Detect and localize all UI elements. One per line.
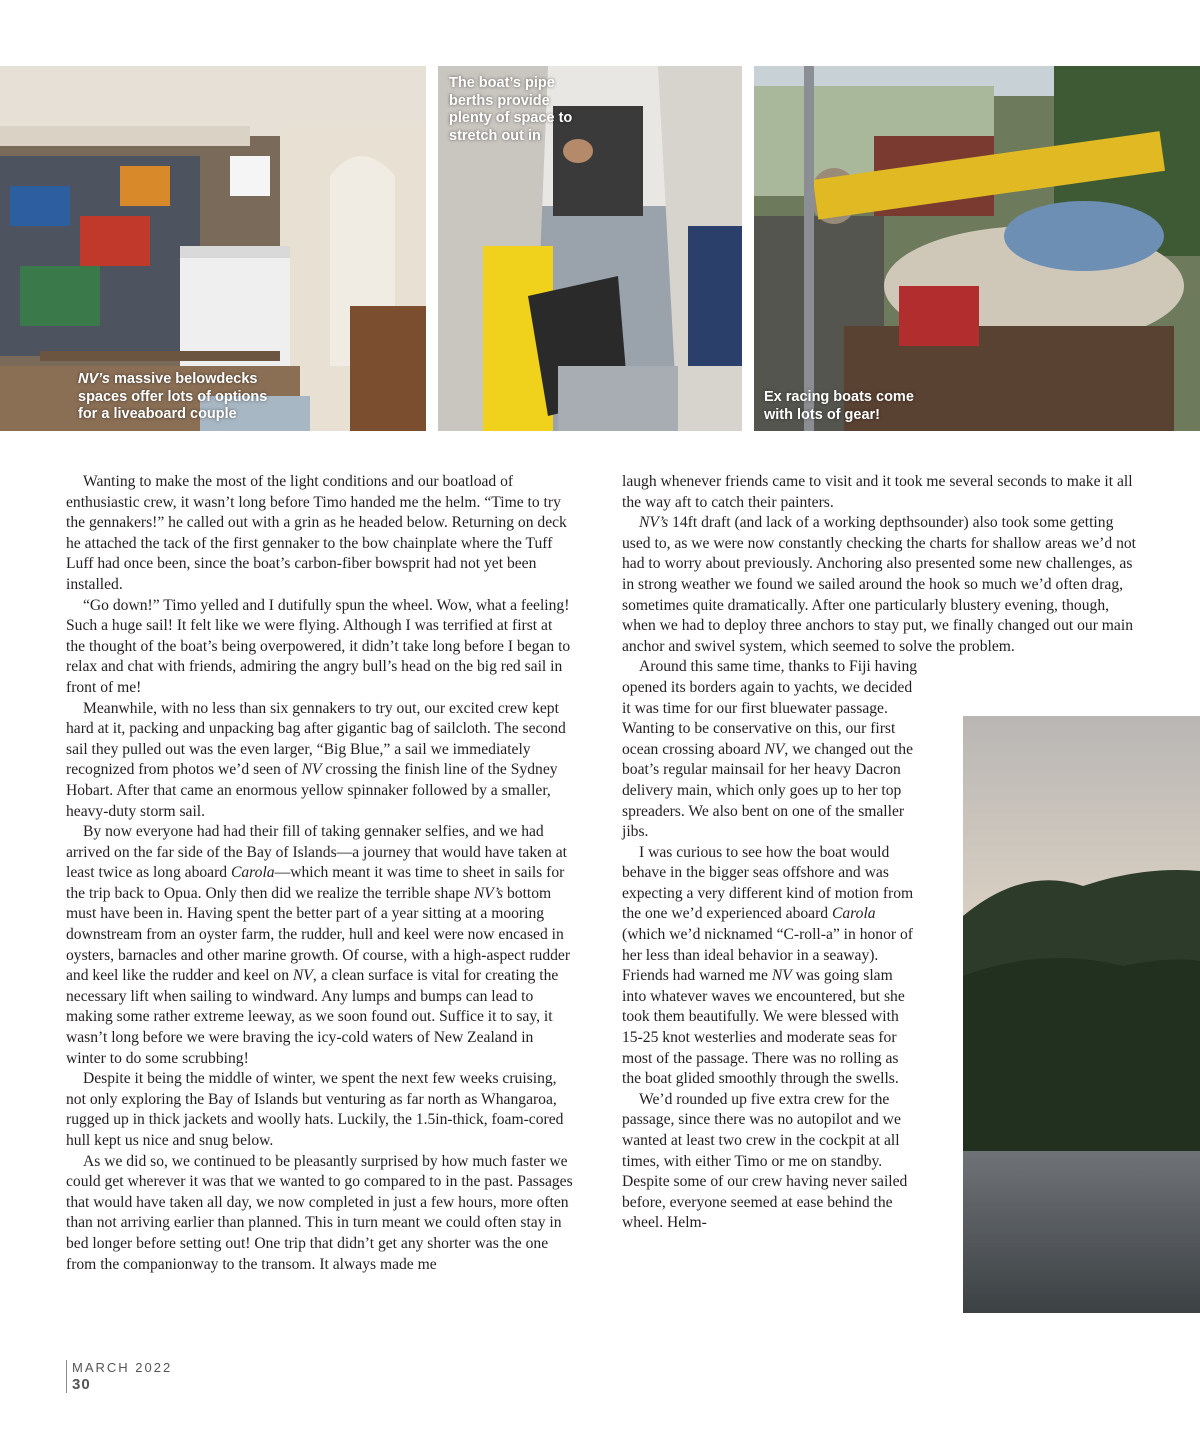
- caption-belowdecks: NV’s massive belowdecks spaces offer lots of options for a liveaboard couple: [78, 371, 268, 422]
- photo-belowdecks: [0, 66, 426, 431]
- article-column-left: Wanting to make the most of the light conditions and our boatload of enthusiastic crew, it wasn’t long before Timo handed me the helm. “Time to try the gennakers!” he called out with a grin as he headed below. Returning on deck he attached the tack of the first gennaker to the bow chainplate where the Tuff Luff had once been, since the boat’s carbon-fiber bowsprit had not yet been installed. “Go down!” Timo yelled and I dutifully spun the wheel. Wow, what a feeling! Such a huge sail! It felt like we were flying. Although I was terrified at first at the thought of the boat’s being overpowered, it didn’t take long before I began to relax and chat with friends, admiring the angry bull’s head on the big red sail in front of me! Meanwhile, with no less than six gennakers to try out, our excited crew kept hard at it, packing and unpacking bag after gigantic bag of sailcloth. The second sail they pulled out was the even larger, “Big Blue,” a sail we immediately recognized from photos we’d seen of NV crossing the finish line of the Sydney Hobart. After that came an enormous yellow spinnaker followed by a smaller, heavy-duty storm sail. By now everyone had had their fill of taking gennaker selfies, and we had arrived on the far side of the Bay of Islands—a journey that would have taken at least twice as long aboard Carola—which meant it was time to sheet in sails for the trip back to Opua. Only then did we realize the terrible shape NV’s bottom must have been in. Having spent the better part of a year sitting at a mooring downstream from an oyster farm, the rudder, hull and keel were now encased in oysters, barnacles and other marine growth. Of course, with a high-aspect rudder and keel like the rudder and keel on NV, a clean surface is vital for creating the necessary lift when sailing to windward. Any lumps and bumps can lead to making some rather extreme leeway, as we soon found out. Suffice it to say, it wasn’t long before we were braving the icy-cold waters of New Zealand in winter to do some scrubbing! Despite it being the middle of winter, we spent the next few weeks cruising, not only exploring the Bay of Islands but venturing as far north as Whangaroa, rugged up in thick jackets and woolly hats. Luckily, the 1.5in-thick, foam-cored hull kept us nice and snug below. As we did so, we continued to be pleasantly surprised by how much faster we could get wherever it was that we wanted to go compared to in the past. Passages that would have taken all day, we now completed in just a few hours, more often than not arriving earlier than planned. This in turn meant we could often stay in bed longer before setting out! One trip that didn’t get any shorter was the one from the companionway to the transom. It always made me: [66, 473, 573, 1273]
- caption-gear: Ex racing boats come with lots of gear!: [764, 389, 914, 423]
- page-number: 30: [72, 1376, 91, 1393]
- page-folio: [66, 1360, 172, 1393]
- article-column-right: laugh whenever friends came to visit and it took me several seconds to make it all the way aft to catch their painters. NV’s 14ft draft (and lack of a working depthsounder) also took some getting used to, as we were now constantly checking the charts for shallow areas we’d not had to worry about previously. Anchoring also presented some new challenges, as in strong weather we found we sailed around the hook so much we’d often drag, sometimes quite dramatically. After one particularly blustery evening, though, when we had to deploy three anchors to stay put, we finally changed out our main anchor and swivel system, which seemed to solve the problem. Around this same time, thanks to Fiji having opened its borders again to yachts, we decided it was time for our first bluewater passage. Wanting to be conservative on this, our first ocean crossing aboard NV, we changed out the boat’s regular mainsail for her heavy Dacron delivery main, which only goes up to her top spreaders. We also bent on one of the smaller jibs. I was curious to see how the boat would behave in the bigger seas offshore and was expecting a very different kind of motion from the one we’d experienced aboard Carola (which we’d nicknamed “C-roll-a” in honor of her less than ideal behavior in a seaway). Friends had warned me NV was going slam into whatever waves we encountered, but she took them beautifully. We were blessed with 15-25 knot westerlies and moderate seas for most of the passage. There was no rolling as the boat glided smoothly through the swells. We’d rounded up five extra crew for the passage, since there was no autopilot and we wanted at least two crew in the cockpit at all times, with either Timo or me on standby. Despite some of our crew having never sailed before, everyone seemed at ease behind the wheel. Helm-: [622, 473, 1136, 1232]
- photo-pipe-berths: [438, 66, 742, 431]
- photo-gear: [754, 66, 1200, 431]
- issue-date: MARCH 2022: [72, 1360, 173, 1375]
- caption-pipe-berths: The boat’s pipe berths provide plenty of space to stretch out in: [449, 75, 573, 144]
